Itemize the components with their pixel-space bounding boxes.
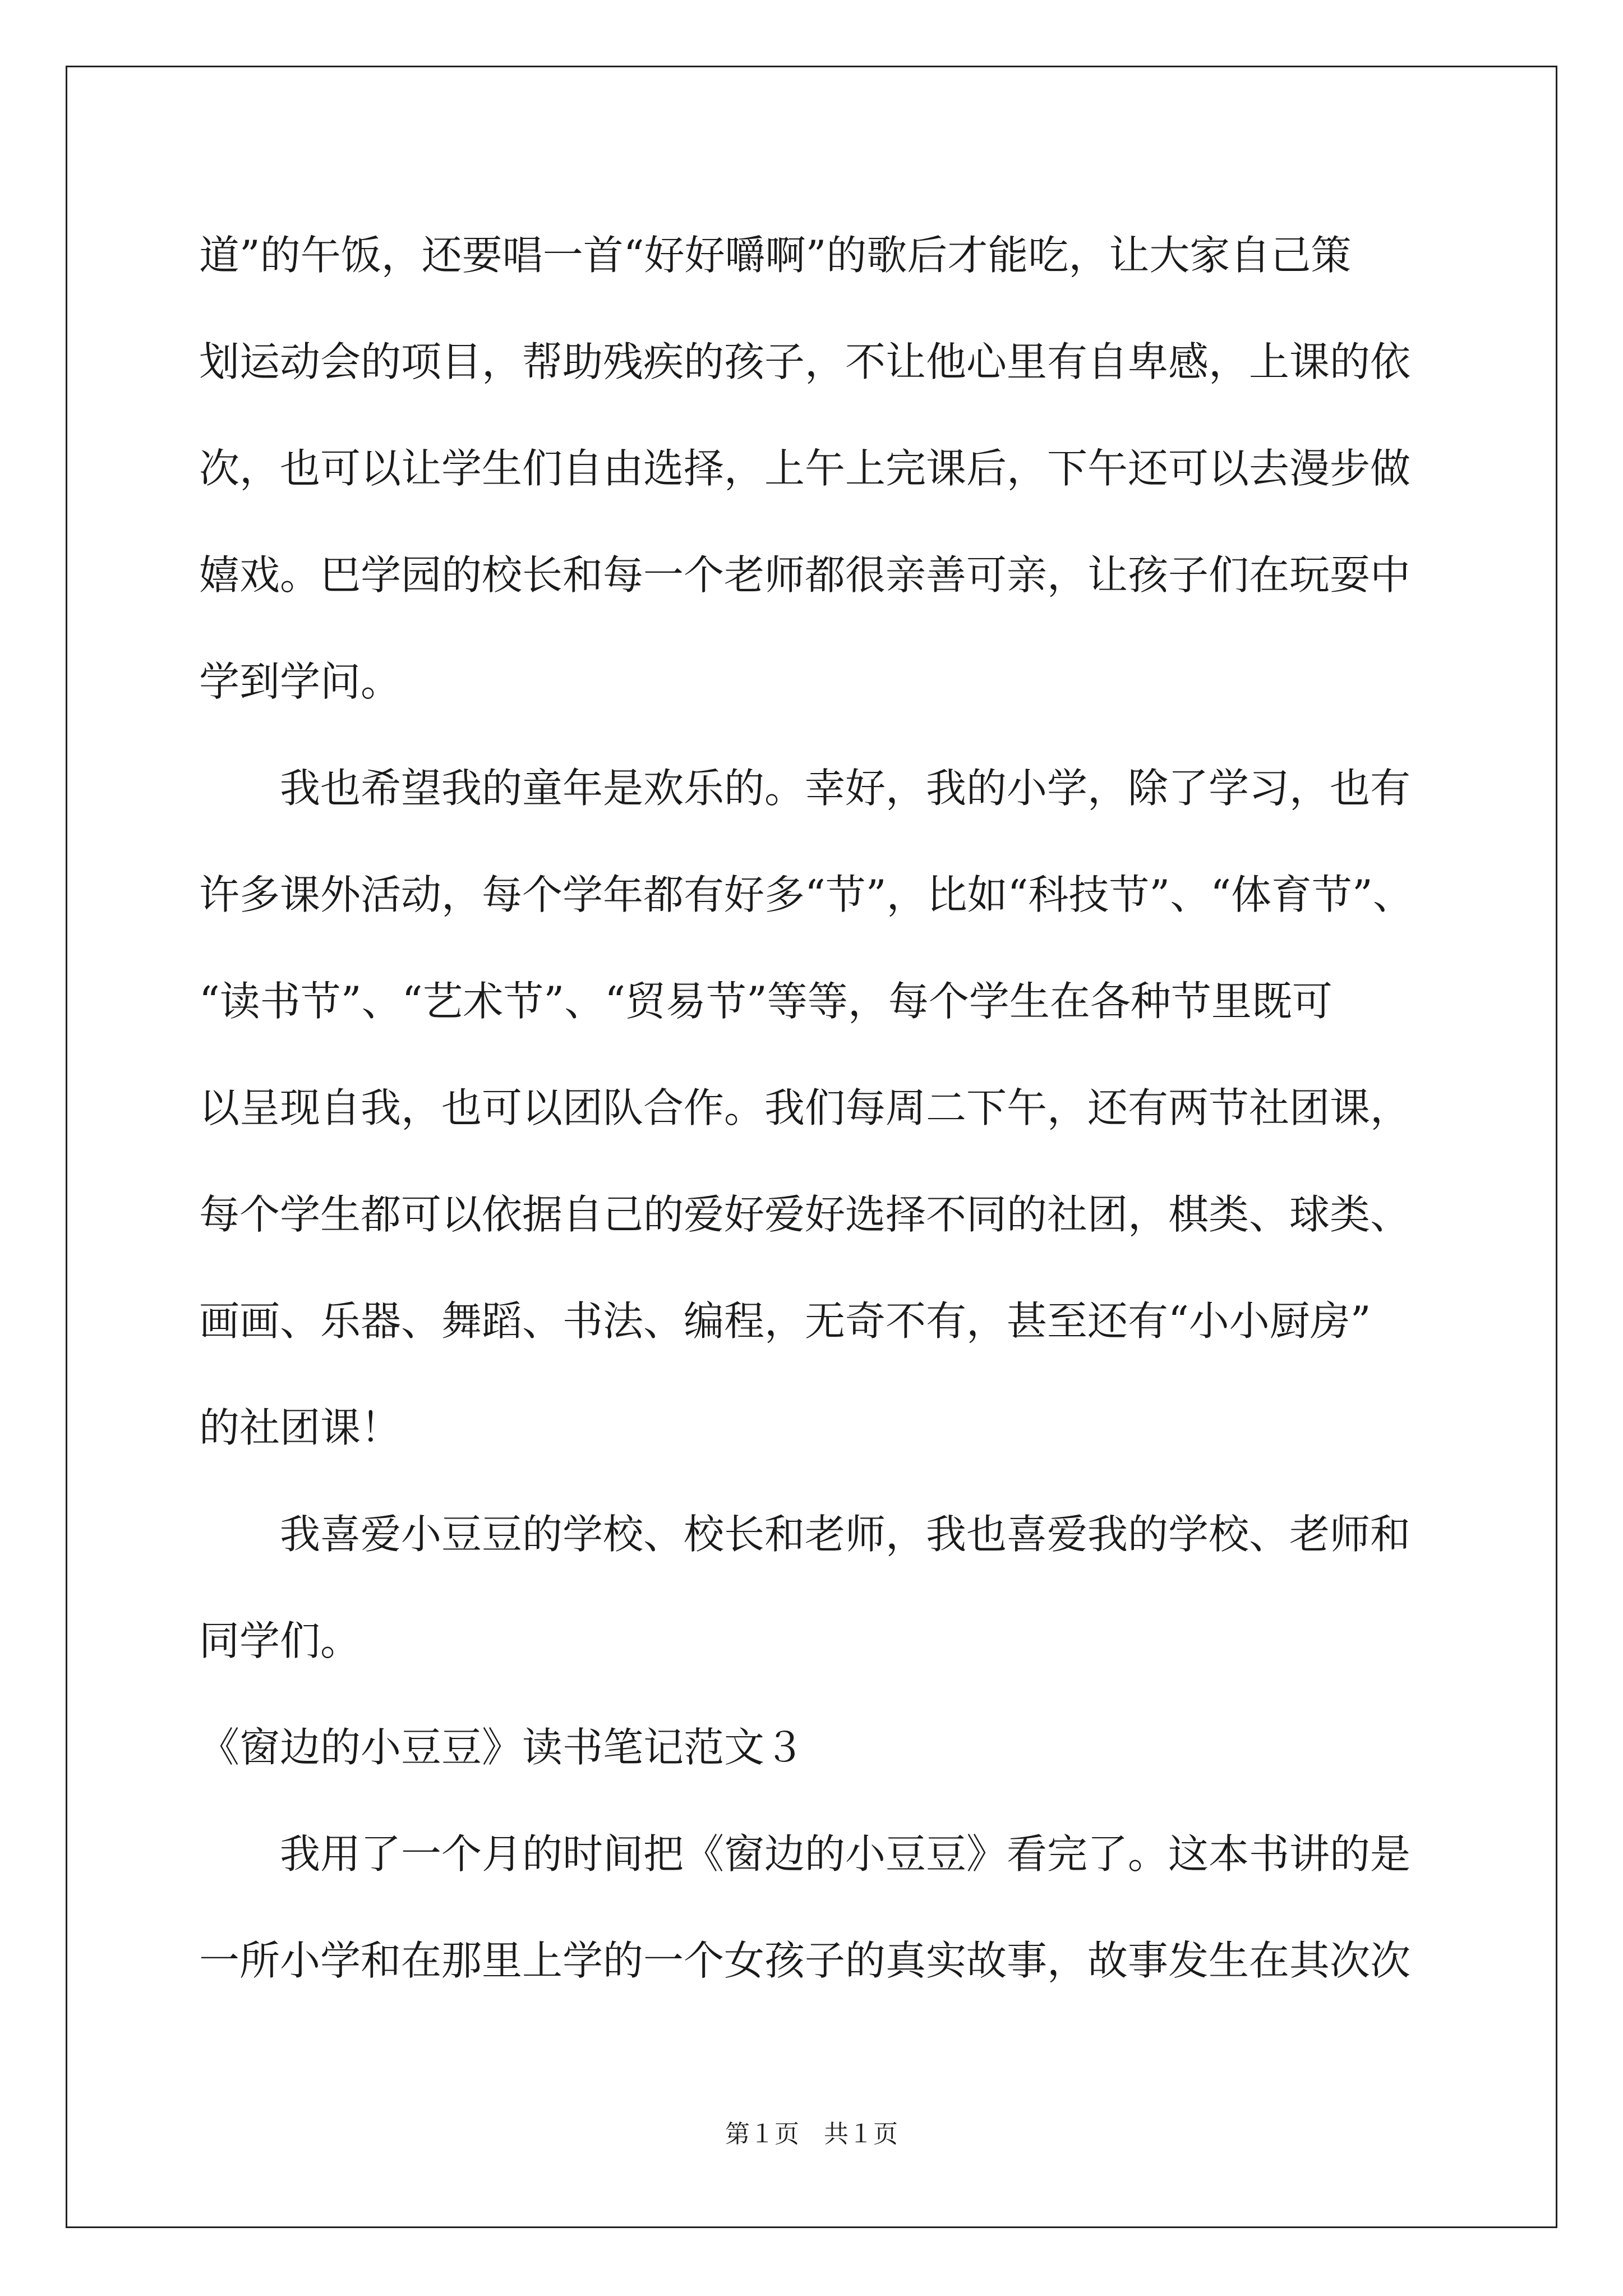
text-line: “读书节”、“艺术节”、“贸易节”等等，每个学生在各种节里既可 — [199, 978, 1332, 1025]
section-heading: 《窗边的小豆豆》读书笔记范文３ — [199, 1724, 805, 1771]
text-line: 学到学问。 — [199, 658, 402, 705]
paragraph-start-line: 我喜爱小豆豆的学校、校长和老师，我也喜爱我的学校、老师和 — [280, 1511, 1411, 1558]
text-line: 嬉戏。巴学园的校长和每一个老师都很亲善可亲，让孩子们在玩耍中 — [199, 551, 1411, 599]
text-line: 次，也可以让学生们自由选择，上午上完课后，下午还可以去漫步做 — [199, 445, 1411, 492]
text-line: 的社团课！ — [199, 1404, 402, 1451]
text-line: 许多课外活动，每个学年都有好多“节”，比如“科技节”、“体育节”、 — [199, 871, 1413, 918]
page-footer: 第１页 共１页 — [725, 2120, 898, 2148]
text-line: 以呈现自我，也可以团队合作。我们每周二下午，还有两节社团课， — [199, 1084, 1411, 1131]
text-line: 画画、乐器、舞蹈、书法、编程，无奇不有，甚至还有“小小厨房” — [199, 1297, 1371, 1345]
text-line: 同学们。 — [199, 1617, 361, 1664]
text-line: 一所小学和在那里上学的一个女孩子的真实故事，故事发生在其次次 — [199, 1937, 1411, 1984]
paragraph-start-line: 我也希望我的童年是欢乐的。幸好，我的小学，除了学习，也有 — [280, 765, 1411, 812]
text-line: 道”的午饭，还要唱一首“好好嚼啊”的歌后才能吃，让大家自己策 — [199, 232, 1352, 279]
text-line: 划运动会的项目，帮助残疾的孩子，不让他心里有自卑感，上课的依 — [199, 338, 1411, 385]
text-line: 每个学生都可以依据自己的爱好爱好选择不同的社团，棋类、球类、 — [199, 1191, 1411, 1238]
document-body — [199, 222, 1472, 2033]
paragraph-start-line: 我用了一个月的时间把《窗边的小豆豆》看完了。这本书讲的是 — [280, 1830, 1411, 1878]
